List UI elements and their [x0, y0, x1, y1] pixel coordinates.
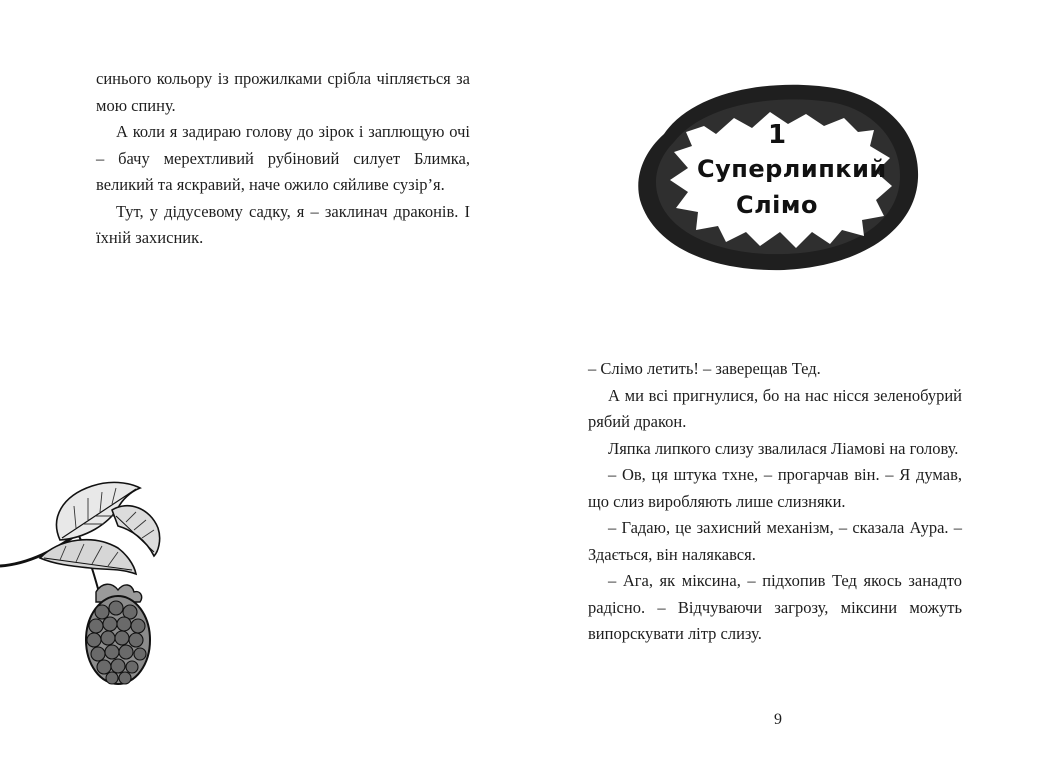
chapter-number: 1 — [767, 120, 787, 150]
paragraph: – Гадаю, це захисний механізм, – сказала Аура. – Здається, він налякався. — [588, 518, 962, 564]
left-page-text — [96, 66, 470, 252]
paragraph: А коли я задираю голову до зірок і заплющую очі – бачу мерехтливий рубіновий силует Блимка, великий та яскравий, наче ожило сяйливе сузір’я. — [96, 122, 470, 194]
page-number: 9 — [774, 711, 782, 728]
chapter-title: Суперлипкий Слімо — [697, 155, 887, 219]
paragraph: Тут, у дідусевому садку, я – заклинач драконів. І їхній захисник. — [96, 201, 470, 247]
right-page-text — [588, 356, 962, 648]
chapter-heading — [634, 119, 920, 223]
chapter-title-frame — [634, 82, 920, 272]
raspberry-branch-illustration — [0, 478, 170, 693]
paragraph: Ляпка липкого слизу звалилася Ліамові на голову. — [608, 438, 959, 458]
paragraph: – Ага, як міксина, – підхопив Тед якось занадто радісно. – Відчуваючи загрозу, міксини можуть випорскувати літр слизу. — [588, 571, 962, 643]
paragraph: – Слімо летить! – заверещав Тед. — [588, 359, 821, 378]
paragraph: синього кольору із прожилками срібла чіпляється за мою спину. — [96, 69, 470, 115]
paragraph: – Ов, ця штука тхне, – прогарчав він. – Я думав, що слиз виробляють лише слизняки. — [588, 465, 962, 511]
paragraph: А ми всі пригнулися, бо на нас нісся зеленобурий рябий дракон. — [588, 385, 962, 431]
right-page — [522, 0, 1044, 771]
